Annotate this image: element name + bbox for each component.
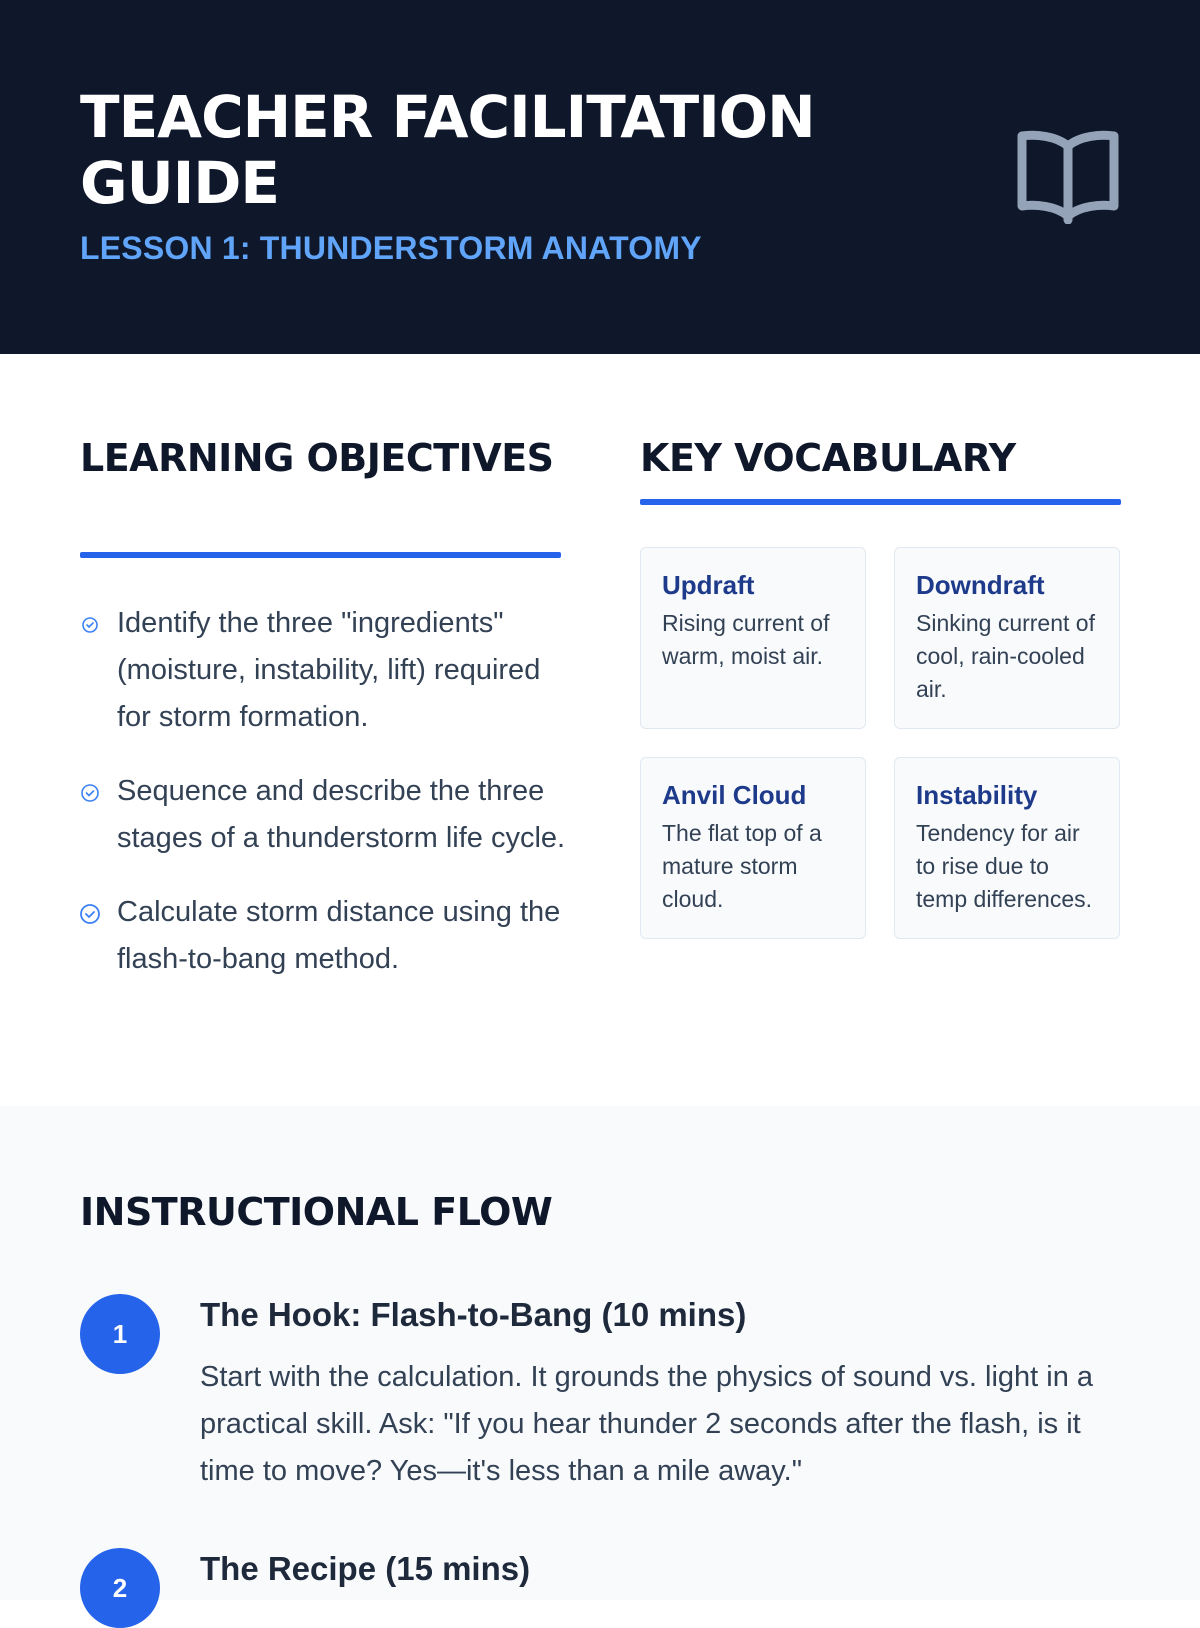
objective-text: Sequence and describe the three stages of a thunderstorm life cycle. — [117, 775, 566, 854]
vocab-definition: Rising current of warm, moist air. — [662, 610, 830, 669]
check-circle-icon — [80, 783, 100, 803]
vocab-card-instability — [894, 757, 1120, 939]
check-circle-icon — [80, 904, 100, 924]
step-heading: The Recipe (15 mins) — [200, 1550, 531, 1587]
vocab-term: Anvil Cloud — [662, 780, 807, 810]
step-heading: The Hook: Flash-to-Bang (10 mins) — [200, 1296, 747, 1333]
book-open-icon — [1016, 128, 1120, 224]
vocab-definition: The flat top of a mature storm cloud. — [662, 820, 822, 912]
vocabulary-divider — [640, 499, 1121, 505]
vocab-term: Updraft — [662, 570, 755, 600]
instructional-flow-heading: INSTRUCTIONAL FLOW — [80, 1190, 553, 1234]
objective-text: Identify the three "ingredients" (moisture, instability, lift) required for storm formation. — [117, 607, 541, 733]
objectives-divider — [80, 552, 561, 558]
learning-objectives-heading: LEARNING OBJECTIVES — [80, 436, 554, 480]
key-vocabulary-heading: KEY VOCABULARY — [640, 436, 1016, 480]
flow-step — [80, 1294, 1120, 1514]
lesson-subtitle: LESSON 1: THUNDERSTORM ANATOMY — [80, 230, 702, 266]
objectives-list — [80, 600, 570, 1010]
step-body: Start with the calculation. It grounds the physics of sound vs. light in a practical skill. Ask: "If you hear thunder 2 seconds after the flash, is it time to move? Yes—it's less than a mile away." — [200, 1361, 1094, 1487]
objective-item — [80, 768, 570, 862]
objective-text: Calculate storm distance using the flash-to-bang method. — [117, 896, 561, 975]
vocab-definition: Tendency for air to rise due to temp differences. — [916, 820, 1093, 912]
vocab-term: Instability — [916, 780, 1038, 810]
objective-item — [80, 600, 570, 741]
step-number-badge: 1 — [80, 1294, 160, 1374]
vocab-card-anvil-cloud — [640, 757, 866, 939]
flow-step — [80, 1548, 1120, 1603]
vocab-definition: Sinking current of cool, rain-cooled air. — [916, 610, 1095, 702]
objective-item — [80, 889, 570, 983]
vocab-card-updraft — [640, 547, 866, 729]
check-circle-icon — [80, 615, 100, 635]
instructional-flow-section — [0, 1106, 1200, 1603]
header-banner — [0, 0, 1200, 354]
vocab-term: Downdraft — [916, 570, 1045, 600]
vocab-card-downdraft — [894, 547, 1120, 729]
step-number-badge: 2 — [80, 1548, 160, 1628]
page-title: TEACHER FACILITATION GUIDE — [80, 83, 815, 217]
